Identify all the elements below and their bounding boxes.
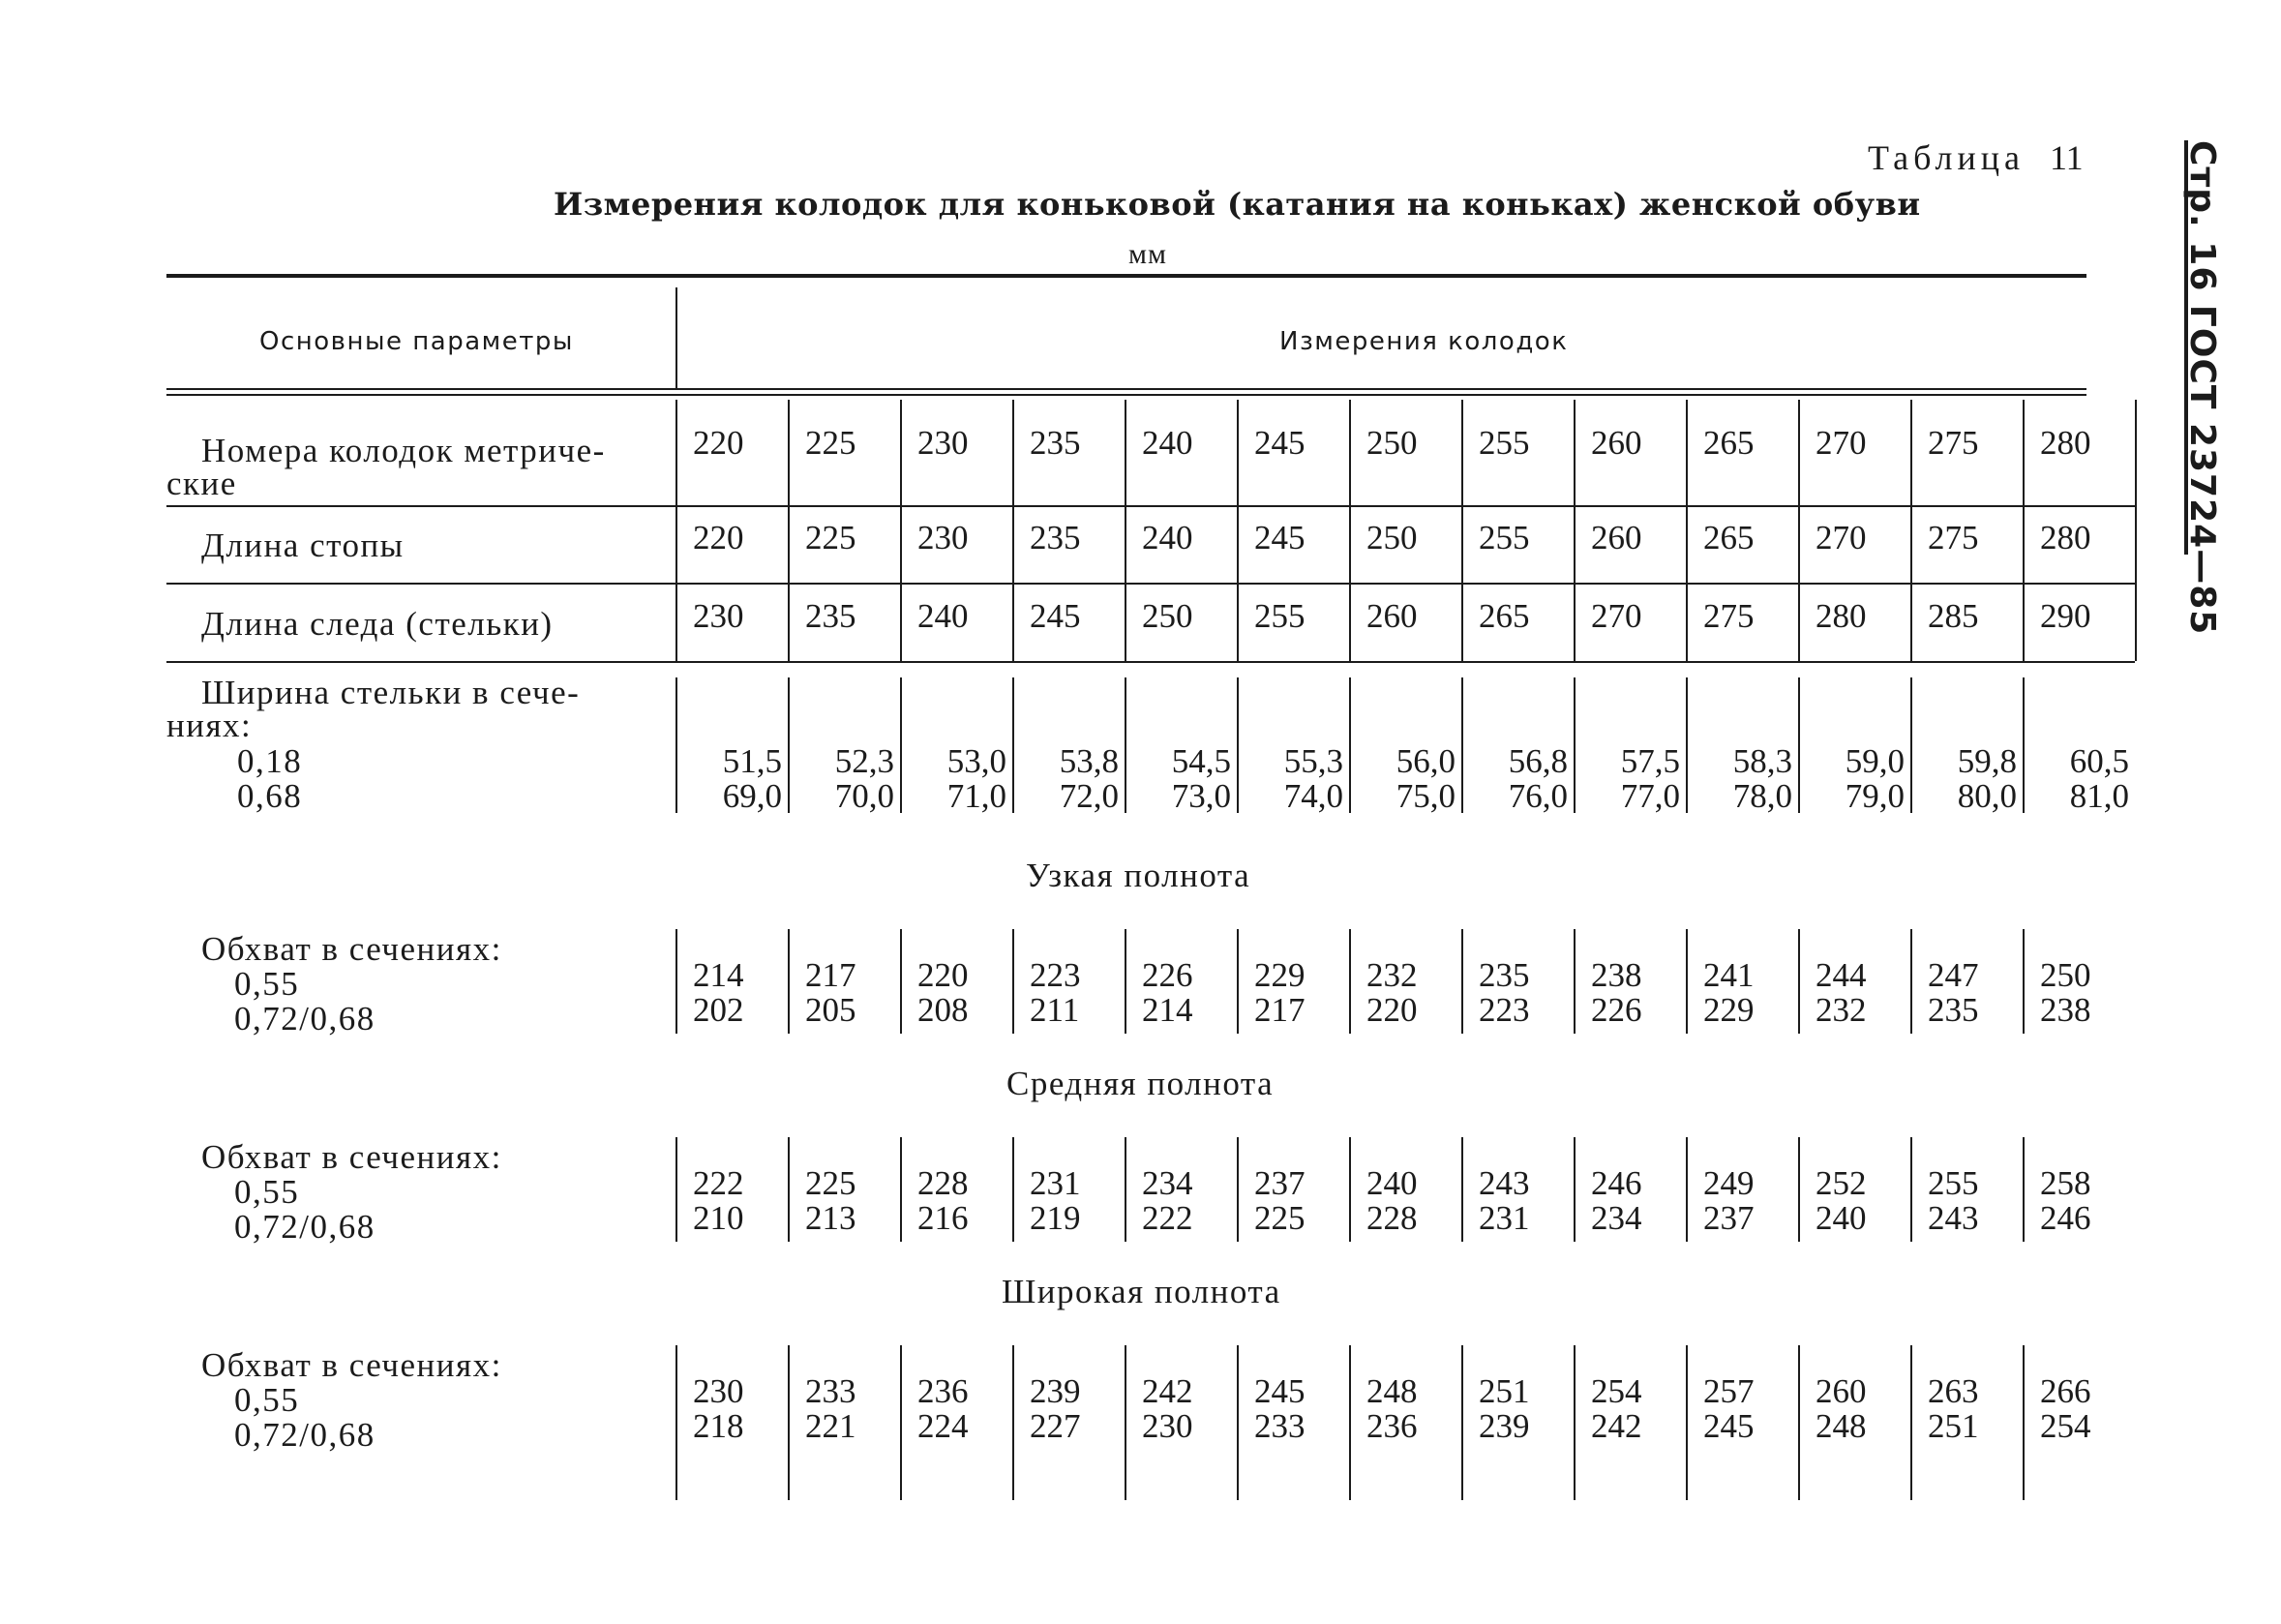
girth-cell-072: 233 xyxy=(1254,1407,1306,1445)
girth-cell-055: 244 xyxy=(1816,956,1867,994)
girth-cell-072: 222 xyxy=(1142,1199,1193,1237)
grid-col-line xyxy=(1798,400,1800,661)
table-cell: 230 xyxy=(693,597,744,635)
table-cell: 240 xyxy=(1142,519,1193,556)
head-divider xyxy=(675,287,677,388)
table-cell: 220 xyxy=(693,424,744,462)
girth-cell-072: 224 xyxy=(917,1407,969,1445)
girth-sub-072: 0,72/0,68 xyxy=(234,1208,375,1246)
col-header-measurements: Измерения колодок xyxy=(1279,327,1569,356)
head-rule-2 xyxy=(166,394,2086,396)
girth-cell-072: 205 xyxy=(805,991,856,1029)
grid-col-line xyxy=(1012,1137,1014,1242)
grid-col-line xyxy=(1910,1345,1912,1500)
girth-cell-055: 255 xyxy=(1928,1164,1979,1202)
grid-col-line xyxy=(788,1345,790,1500)
grid-col-line xyxy=(1349,400,1351,661)
section-title-medium: Средняя полнота xyxy=(1006,1065,1275,1102)
table-cell: 255 xyxy=(1254,597,1306,635)
row-label-insole-width: Ширина стельки в сече- xyxy=(201,674,581,711)
girth-cell-055: 230 xyxy=(693,1372,744,1410)
girth-cell-072: 231 xyxy=(1479,1199,1530,1237)
grid-col-line xyxy=(2023,677,2025,813)
girth-cell-072: 202 xyxy=(693,991,744,1029)
width-cell-018: 54,5 xyxy=(1171,742,1231,780)
grid-col-line xyxy=(675,400,677,661)
grid-col-line xyxy=(1125,677,1126,813)
grid-col-line xyxy=(1574,929,1576,1034)
width-cell-068: 70,0 xyxy=(834,777,894,815)
width-cell-018: 56,0 xyxy=(1396,742,1456,780)
girth-cell-072: 226 xyxy=(1591,991,1642,1029)
girth-cell-072: 229 xyxy=(1703,991,1755,1029)
girth-cell-055: 246 xyxy=(1591,1164,1642,1202)
grid-col-line xyxy=(1461,677,1463,813)
girth-cell-055: 258 xyxy=(2040,1164,2091,1202)
table-cell: 265 xyxy=(1703,519,1755,556)
grid-col-line xyxy=(675,1345,677,1500)
girth-cell-072: 254 xyxy=(2040,1407,2091,1445)
girth-cell-055: 254 xyxy=(1591,1372,1642,1410)
table-cell: 280 xyxy=(2040,424,2091,462)
girth-cell-072: 228 xyxy=(1366,1199,1418,1237)
grid-col-line xyxy=(1461,929,1463,1034)
grid-col-line xyxy=(1798,1137,1800,1242)
table-cell: 260 xyxy=(1591,519,1642,556)
grid-col-line xyxy=(1798,929,1800,1034)
girth-cell-072: 242 xyxy=(1591,1407,1642,1445)
section-narrow-label xyxy=(201,932,502,1037)
girth-cell-072: 230 xyxy=(1142,1407,1193,1445)
grid-col-line xyxy=(675,677,677,813)
girth-cell-072: 218 xyxy=(693,1407,744,1445)
side-page-label: Стр. 16 ГОСТ 23724—85 xyxy=(2182,140,2222,636)
table-cell: 290 xyxy=(2040,597,2091,635)
girth-cell-055: 231 xyxy=(1030,1164,1081,1202)
girth-cell-055: 243 xyxy=(1479,1164,1530,1202)
grid-col-line xyxy=(1910,400,1912,661)
girth-cell-072: 225 xyxy=(1254,1199,1306,1237)
table-cell: 225 xyxy=(805,519,856,556)
grid-col-line xyxy=(900,400,902,661)
width-cell-018: 60,5 xyxy=(2069,742,2129,780)
width-cell-068: 75,0 xyxy=(1396,777,1456,815)
grid-col-line xyxy=(1461,1345,1463,1500)
table-cell: 255 xyxy=(1479,424,1530,462)
table-label-word: Таблица xyxy=(1868,138,2025,177)
girth-cell-072: 227 xyxy=(1030,1407,1081,1445)
girth-sub-072: 0,72/0,68 xyxy=(234,1416,375,1454)
table-cell: 280 xyxy=(2040,519,2091,556)
girth-cell-072: 238 xyxy=(2040,991,2091,1029)
girth-cell-055: 223 xyxy=(1030,956,1081,994)
table-cell: 275 xyxy=(1928,519,1979,556)
col-header-params: Основные параметры xyxy=(259,327,574,356)
width-cell-018: 55,3 xyxy=(1283,742,1343,780)
grid-col-line xyxy=(900,1345,902,1500)
table-cell: 260 xyxy=(1591,424,1642,462)
grid-col-line xyxy=(1686,929,1688,1034)
section-wide-label xyxy=(201,1348,502,1453)
grid-col-line xyxy=(1461,1137,1463,1242)
row-label-insole-width-cont: ниях: xyxy=(166,707,253,744)
width-cell-018: 58,3 xyxy=(1732,742,1792,780)
grid-col-line xyxy=(788,400,790,661)
grid-col-line xyxy=(900,677,902,813)
girth-cell-072: 251 xyxy=(1928,1407,1979,1445)
girth-label: Обхват в сечениях: xyxy=(201,1138,502,1176)
grid-col-line xyxy=(1798,1345,1800,1500)
grid-col-line xyxy=(900,929,902,1034)
girth-cell-072: 240 xyxy=(1816,1199,1867,1237)
grid-col-line xyxy=(1574,1137,1576,1242)
girth-sub-055: 0,55 xyxy=(234,1381,300,1419)
width-cell-068: 73,0 xyxy=(1171,777,1231,815)
grid-col-line xyxy=(1910,1137,1912,1242)
grid-col-line xyxy=(1012,400,1014,661)
width-cell-068: 77,0 xyxy=(1620,777,1680,815)
girth-cell-055: 263 xyxy=(1928,1372,1979,1410)
head-rule-1 xyxy=(166,388,2086,390)
table-cell: 235 xyxy=(1030,424,1081,462)
width-cell-018: 56,8 xyxy=(1508,742,1568,780)
row-label-last-numbers: Номера колодок метриче- xyxy=(201,432,606,469)
table-cell: 270 xyxy=(1591,597,1642,635)
width-cell-068: 72,0 xyxy=(1059,777,1119,815)
girth-cell-072: 216 xyxy=(917,1199,969,1237)
girth-cell-055: 225 xyxy=(805,1164,856,1202)
girth-cell-055: 249 xyxy=(1703,1164,1755,1202)
grid-col-line xyxy=(1237,400,1239,661)
table-cell: 270 xyxy=(1816,519,1867,556)
girth-cell-072: 246 xyxy=(2040,1199,2091,1237)
table-cell: 275 xyxy=(1703,597,1755,635)
girth-cell-055: 217 xyxy=(805,956,856,994)
table-cell: 250 xyxy=(1366,424,1418,462)
width-cell-018: 59,8 xyxy=(1957,742,2017,780)
girth-cell-055: 233 xyxy=(805,1372,856,1410)
girth-sub-072: 0,72/0,68 xyxy=(234,1000,375,1038)
grid-row-rule xyxy=(675,505,2135,507)
grid-col-line xyxy=(1798,677,1800,813)
table-cell: 220 xyxy=(693,519,744,556)
girth-cell-055: 266 xyxy=(2040,1372,2091,1410)
girth-cell-072: 221 xyxy=(805,1407,856,1445)
girth-cell-072: 236 xyxy=(1366,1407,1418,1445)
table-cell: 245 xyxy=(1254,519,1306,556)
width-cell-068: 80,0 xyxy=(1957,777,2017,815)
table-label xyxy=(1868,137,2084,178)
table-cell: 245 xyxy=(1030,597,1081,635)
girth-cell-072: 210 xyxy=(693,1199,744,1237)
row-label-last-numbers-cont: ские xyxy=(166,465,237,502)
grid-col-line xyxy=(1910,929,1912,1034)
table-cell: 245 xyxy=(1254,424,1306,462)
grid-col-line xyxy=(788,1137,790,1242)
grid-col-line xyxy=(1125,929,1126,1034)
grid-col-line xyxy=(2023,1345,2025,1500)
width-cell-068: 76,0 xyxy=(1508,777,1568,815)
girth-cell-072: 208 xyxy=(917,991,969,1029)
table-cell: 230 xyxy=(917,519,969,556)
grid-col-line xyxy=(1012,677,1014,813)
table-cell: 225 xyxy=(805,424,856,462)
table-number: 11 xyxy=(2049,138,2084,177)
row-label-insole-length: Длина следа (стельки) xyxy=(201,605,554,643)
girth-cell-055: 226 xyxy=(1142,956,1193,994)
girth-cell-055: 228 xyxy=(917,1164,969,1202)
table-cell: 240 xyxy=(1142,424,1193,462)
row-sub-068: 0,68 xyxy=(237,777,303,815)
girth-cell-072: 223 xyxy=(1479,991,1530,1029)
girth-cell-072: 232 xyxy=(1816,991,1867,1029)
girth-cell-055: 235 xyxy=(1479,956,1530,994)
girth-cell-055: 238 xyxy=(1591,956,1642,994)
width-cell-068: 81,0 xyxy=(2069,777,2129,815)
width-cell-018: 53,8 xyxy=(1059,742,1119,780)
table-cell: 255 xyxy=(1479,519,1530,556)
grid-col-line xyxy=(1686,1137,1688,1242)
table-cell: 285 xyxy=(1928,597,1979,635)
top-rule xyxy=(166,274,2086,278)
girth-sub-055: 0,55 xyxy=(234,1173,300,1211)
table-cell: 235 xyxy=(805,597,856,635)
girth-cell-055: 239 xyxy=(1030,1372,1081,1410)
grid-col-line xyxy=(1349,929,1351,1034)
width-cell-018: 51,5 xyxy=(722,742,782,780)
girth-cell-072: 234 xyxy=(1591,1199,1642,1237)
grid-col-line xyxy=(1237,1137,1239,1242)
girth-cell-055: 260 xyxy=(1816,1372,1867,1410)
girth-cell-055: 234 xyxy=(1142,1164,1193,1202)
grid-col-line xyxy=(1574,400,1576,661)
grid-col-line xyxy=(1012,1345,1014,1500)
table-cell: 235 xyxy=(1030,519,1081,556)
row-rule-label-1 xyxy=(166,505,675,507)
unit-label: мм xyxy=(1128,238,1167,270)
grid-row-rule xyxy=(675,661,2135,663)
grid-col-line xyxy=(1686,400,1688,661)
girth-cell-055: 240 xyxy=(1366,1164,1418,1202)
girth-sub-055: 0,55 xyxy=(234,965,300,1003)
grid-col-line xyxy=(1125,1345,1126,1500)
girth-cell-055: 220 xyxy=(917,956,969,994)
table-cell: 265 xyxy=(1703,424,1755,462)
grid-col-line xyxy=(1574,1345,1576,1500)
girth-cell-072: 217 xyxy=(1254,991,1306,1029)
girth-cell-072: 248 xyxy=(1816,1407,1867,1445)
grid-col-line xyxy=(1349,1345,1351,1500)
girth-cell-055: 229 xyxy=(1254,956,1306,994)
girth-cell-072: 213 xyxy=(805,1199,856,1237)
table-cell: 230 xyxy=(917,424,969,462)
girth-cell-055: 247 xyxy=(1928,956,1979,994)
table-cell: 270 xyxy=(1816,424,1867,462)
grid-col-line xyxy=(1574,677,1576,813)
grid-col-line xyxy=(1125,400,1126,661)
girth-cell-072: 239 xyxy=(1479,1407,1530,1445)
grid-col-line xyxy=(1349,677,1351,813)
girth-label: Обхват в сечениях: xyxy=(201,1346,502,1384)
girth-cell-055: 237 xyxy=(1254,1164,1306,1202)
girth-cell-055: 222 xyxy=(693,1164,744,1202)
girth-cell-055: 248 xyxy=(1366,1372,1418,1410)
girth-cell-072: 219 xyxy=(1030,1199,1081,1237)
width-cell-068: 74,0 xyxy=(1283,777,1343,815)
grid-col-line xyxy=(2023,929,2025,1034)
girth-cell-072: 243 xyxy=(1928,1199,1979,1237)
grid-col-line xyxy=(900,1137,902,1242)
width-cell-018: 53,0 xyxy=(946,742,1006,780)
row-sub-018: 0,18 xyxy=(237,742,303,780)
width-cell-068: 71,0 xyxy=(946,777,1006,815)
table-cell: 275 xyxy=(1928,424,1979,462)
girth-cell-072: 237 xyxy=(1703,1199,1755,1237)
width-cell-068: 69,0 xyxy=(722,777,782,815)
section-title-narrow: Узкая полнота xyxy=(1026,857,1251,894)
section-title-wide: Широкая полнота xyxy=(1002,1273,1281,1310)
row-rule-label-2 xyxy=(166,583,675,585)
grid-col-line xyxy=(1237,677,1239,813)
row-label-foot-length: Длина стопы xyxy=(201,526,405,564)
grid-col-line xyxy=(2135,400,2137,661)
table-cell: 265 xyxy=(1479,597,1530,635)
grid-col-line xyxy=(1686,677,1688,813)
girth-cell-072: 211 xyxy=(1030,991,1080,1029)
girth-cell-055: 252 xyxy=(1816,1164,1867,1202)
width-cell-068: 78,0 xyxy=(1732,777,1792,815)
girth-cell-072: 220 xyxy=(1366,991,1418,1029)
girth-cell-055: 245 xyxy=(1254,1372,1306,1410)
grid-col-line xyxy=(1349,1137,1351,1242)
grid-col-line xyxy=(2023,400,2025,661)
girth-cell-055: 242 xyxy=(1142,1372,1193,1410)
grid-col-line xyxy=(675,1137,677,1242)
girth-cell-055: 241 xyxy=(1703,956,1755,994)
girth-cell-072: 235 xyxy=(1928,991,1979,1029)
grid-col-line xyxy=(675,929,677,1034)
grid-col-line xyxy=(788,929,790,1034)
width-cell-018: 57,5 xyxy=(1620,742,1680,780)
grid-col-line xyxy=(1686,1345,1688,1500)
girth-cell-072: 245 xyxy=(1703,1407,1755,1445)
girth-cell-055: 232 xyxy=(1366,956,1418,994)
width-cell-068: 79,0 xyxy=(1845,777,1905,815)
table-cell: 260 xyxy=(1366,597,1418,635)
grid-col-line xyxy=(1012,929,1014,1034)
grid-col-line xyxy=(2023,1137,2025,1242)
grid-col-line xyxy=(1461,400,1463,661)
girth-cell-055: 250 xyxy=(2040,956,2091,994)
table-cell: 250 xyxy=(1366,519,1418,556)
grid-col-line xyxy=(1910,677,1912,813)
grid-col-line xyxy=(1237,929,1239,1034)
girth-cell-055: 214 xyxy=(693,956,744,994)
row-rule-label-3 xyxy=(166,661,675,663)
girth-cell-072: 214 xyxy=(1142,991,1193,1029)
girth-cell-055: 236 xyxy=(917,1372,969,1410)
table-cell: 280 xyxy=(1816,597,1867,635)
girth-cell-055: 251 xyxy=(1479,1372,1530,1410)
section-medium-label xyxy=(201,1140,502,1245)
width-cell-018: 59,0 xyxy=(1845,742,1905,780)
grid-row-rule xyxy=(675,583,2135,585)
girth-label: Обхват в сечениях: xyxy=(201,930,502,968)
table-cell: 240 xyxy=(917,597,969,635)
grid-col-line xyxy=(788,677,790,813)
girth-cell-055: 257 xyxy=(1703,1372,1755,1410)
grid-col-line xyxy=(1237,1345,1239,1500)
table-cell: 250 xyxy=(1142,597,1193,635)
width-cell-018: 52,3 xyxy=(834,742,894,780)
table-title: Измерения колодок для коньковой (катания на коньках) женской обуви xyxy=(554,186,1921,223)
grid-col-line xyxy=(1125,1137,1126,1242)
